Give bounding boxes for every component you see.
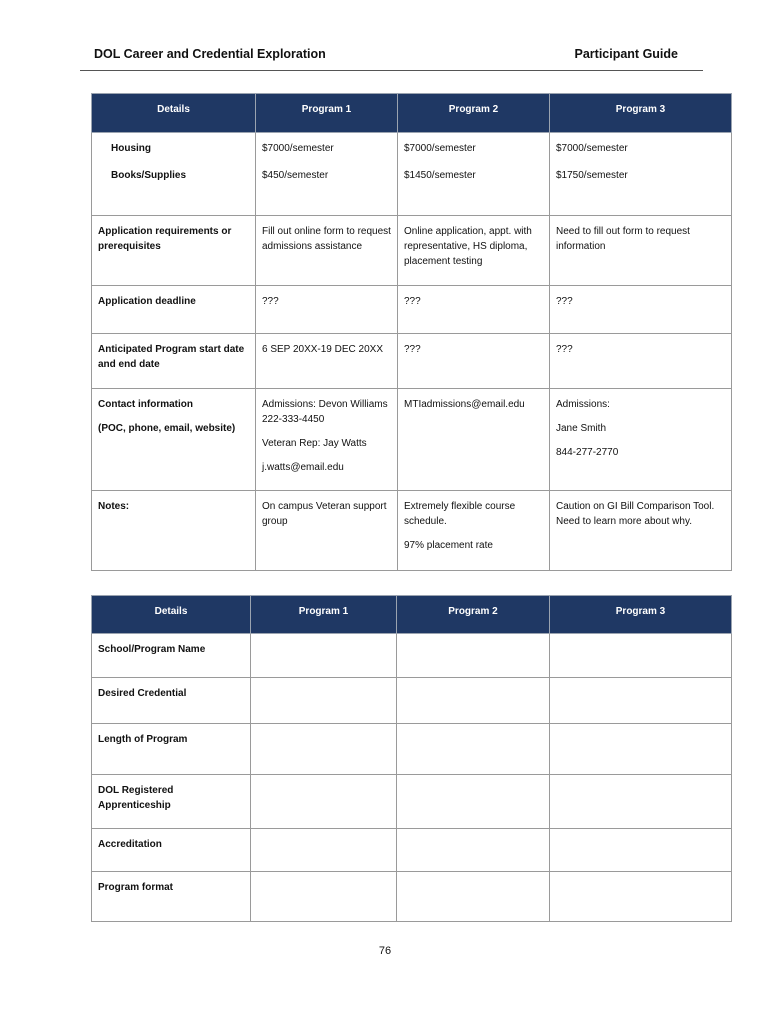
table-row: [92, 285, 732, 333]
page-number: 76: [378, 945, 392, 957]
blank-cell[interactable]: [251, 775, 397, 829]
column-header-program-1: Program 1: [251, 596, 397, 634]
blank-cell[interactable]: [397, 775, 550, 829]
table-row: [92, 490, 732, 570]
table-row: [92, 160, 732, 215]
notes-p3: Caution on GI Bill Comparison Tool. Need to learn more about why.: [556, 500, 715, 527]
table-cell: ???: [550, 333, 732, 388]
contact-label: Contact information: [98, 398, 193, 410]
row-label-books-supplies: Books/Supplies: [92, 160, 256, 215]
blank-cell[interactable]: [550, 872, 732, 922]
notes-p2-schedule: Extremely flexible course schedule.: [404, 500, 516, 527]
table-row: [92, 775, 732, 829]
column-header-program-2: Program 2: [397, 596, 550, 634]
table-row: [92, 388, 732, 490]
blank-cell[interactable]: [550, 829, 732, 872]
header-left-title: DOL Career and Credential Exploration: [94, 47, 326, 61]
row-label-length-of-program: Length of Program: [92, 724, 251, 775]
table-cell: $1450/semester: [398, 160, 550, 215]
table-cell: $7000/semester: [256, 133, 398, 161]
table-cell: [550, 490, 732, 570]
row-label-notes: Notes:: [92, 490, 256, 570]
program-details-table: [91, 93, 732, 571]
contact-p2-email: MTIadmissions@email.edu: [404, 398, 525, 410]
blank-cell[interactable]: [251, 829, 397, 872]
table-cell: Need to fill out form to request information: [550, 215, 732, 285]
table-cell: $1750/semester: [550, 160, 732, 215]
table-cell: [398, 388, 550, 490]
column-header-details: Details: [92, 596, 251, 634]
column-header-details: Details: [92, 94, 256, 133]
table-cell: ???: [398, 333, 550, 388]
table-cell: ???: [256, 285, 398, 333]
table-cell: [550, 388, 732, 490]
blank-cell[interactable]: [397, 872, 550, 922]
blank-cell[interactable]: [397, 724, 550, 775]
table-row: [92, 133, 732, 161]
row-label-application-requirements: Application requirements or prerequisites: [92, 215, 256, 285]
contact-sublabel: (POC, phone, email, website): [98, 422, 236, 434]
row-label-housing: Housing: [92, 133, 256, 161]
program-worksheet-table: [91, 595, 732, 922]
table-cell: [398, 490, 550, 570]
table-cell: [256, 388, 398, 490]
row-label-contact-information: [92, 388, 256, 490]
table-row: [92, 333, 732, 388]
blank-cell[interactable]: [397, 829, 550, 872]
table-cell: Online application, appt. with representative, HS diploma, placement testing: [398, 215, 550, 285]
contact-p1-admissions: Admissions: Devon Williams 222-333-4450: [262, 398, 388, 425]
table-row: [92, 634, 732, 678]
table-cell: ???: [550, 285, 732, 333]
table-cell: [256, 490, 398, 570]
column-header-program-3: Program 3: [550, 596, 732, 634]
table-row: [92, 215, 732, 285]
row-label-program-format: Program format: [92, 872, 251, 922]
column-header-program-3: Program 3: [550, 94, 732, 133]
blank-cell[interactable]: [550, 634, 732, 678]
contact-p3-name: Jane Smith: [556, 422, 607, 434]
table-cell: $7000/semester: [550, 133, 732, 161]
row-label-school-program-name: School/Program Name: [92, 634, 251, 678]
blank-cell[interactable]: [397, 678, 550, 724]
notes-p1: On campus Veteran support group: [262, 500, 387, 527]
blank-cell[interactable]: [550, 724, 732, 775]
table-row: [92, 678, 732, 724]
row-label-desired-credential: Desired Credential: [92, 678, 251, 724]
blank-cell[interactable]: [251, 678, 397, 724]
table-cell: $7000/semester: [398, 133, 550, 161]
blank-cell[interactable]: [550, 678, 732, 724]
row-label-start-end-date: Anticipated Program start date and end date: [92, 333, 256, 388]
column-header-program-2: Program 2: [398, 94, 550, 133]
table-cell: Fill out online form to request admissions assistance: [256, 215, 398, 285]
table-row: [92, 724, 732, 775]
contact-p3-admissions: Admissions:: [556, 398, 610, 410]
blank-cell[interactable]: [550, 775, 732, 829]
row-label-dol-registered-apprenticeship: DOL Registered Apprenticeship: [92, 775, 251, 829]
row-label-application-deadline: Application deadline: [92, 285, 256, 333]
blank-cell[interactable]: [251, 872, 397, 922]
blank-cell[interactable]: [397, 634, 550, 678]
contact-p3-phone: 844-277-2770: [556, 446, 619, 458]
header-right-title: Participant Guide: [574, 47, 678, 61]
blank-cell[interactable]: [251, 634, 397, 678]
table-cell: 6 SEP 20XX-19 DEC 20XX: [256, 333, 398, 388]
header-rule: [80, 70, 703, 71]
row-label-accreditation: Accreditation: [92, 829, 251, 872]
table-row: [92, 872, 732, 922]
notes-p2-placement: 97% placement rate: [404, 539, 493, 551]
table-row: [92, 829, 732, 872]
contact-p1-veteran-rep: Veteran Rep: Jay Watts: [262, 437, 367, 449]
blank-cell[interactable]: [251, 724, 397, 775]
column-header-program-1: Program 1: [256, 94, 398, 133]
table-cell: $450/semester: [256, 160, 398, 215]
contact-p1-email: j.watts@email.edu: [262, 461, 344, 473]
table-cell: ???: [398, 285, 550, 333]
